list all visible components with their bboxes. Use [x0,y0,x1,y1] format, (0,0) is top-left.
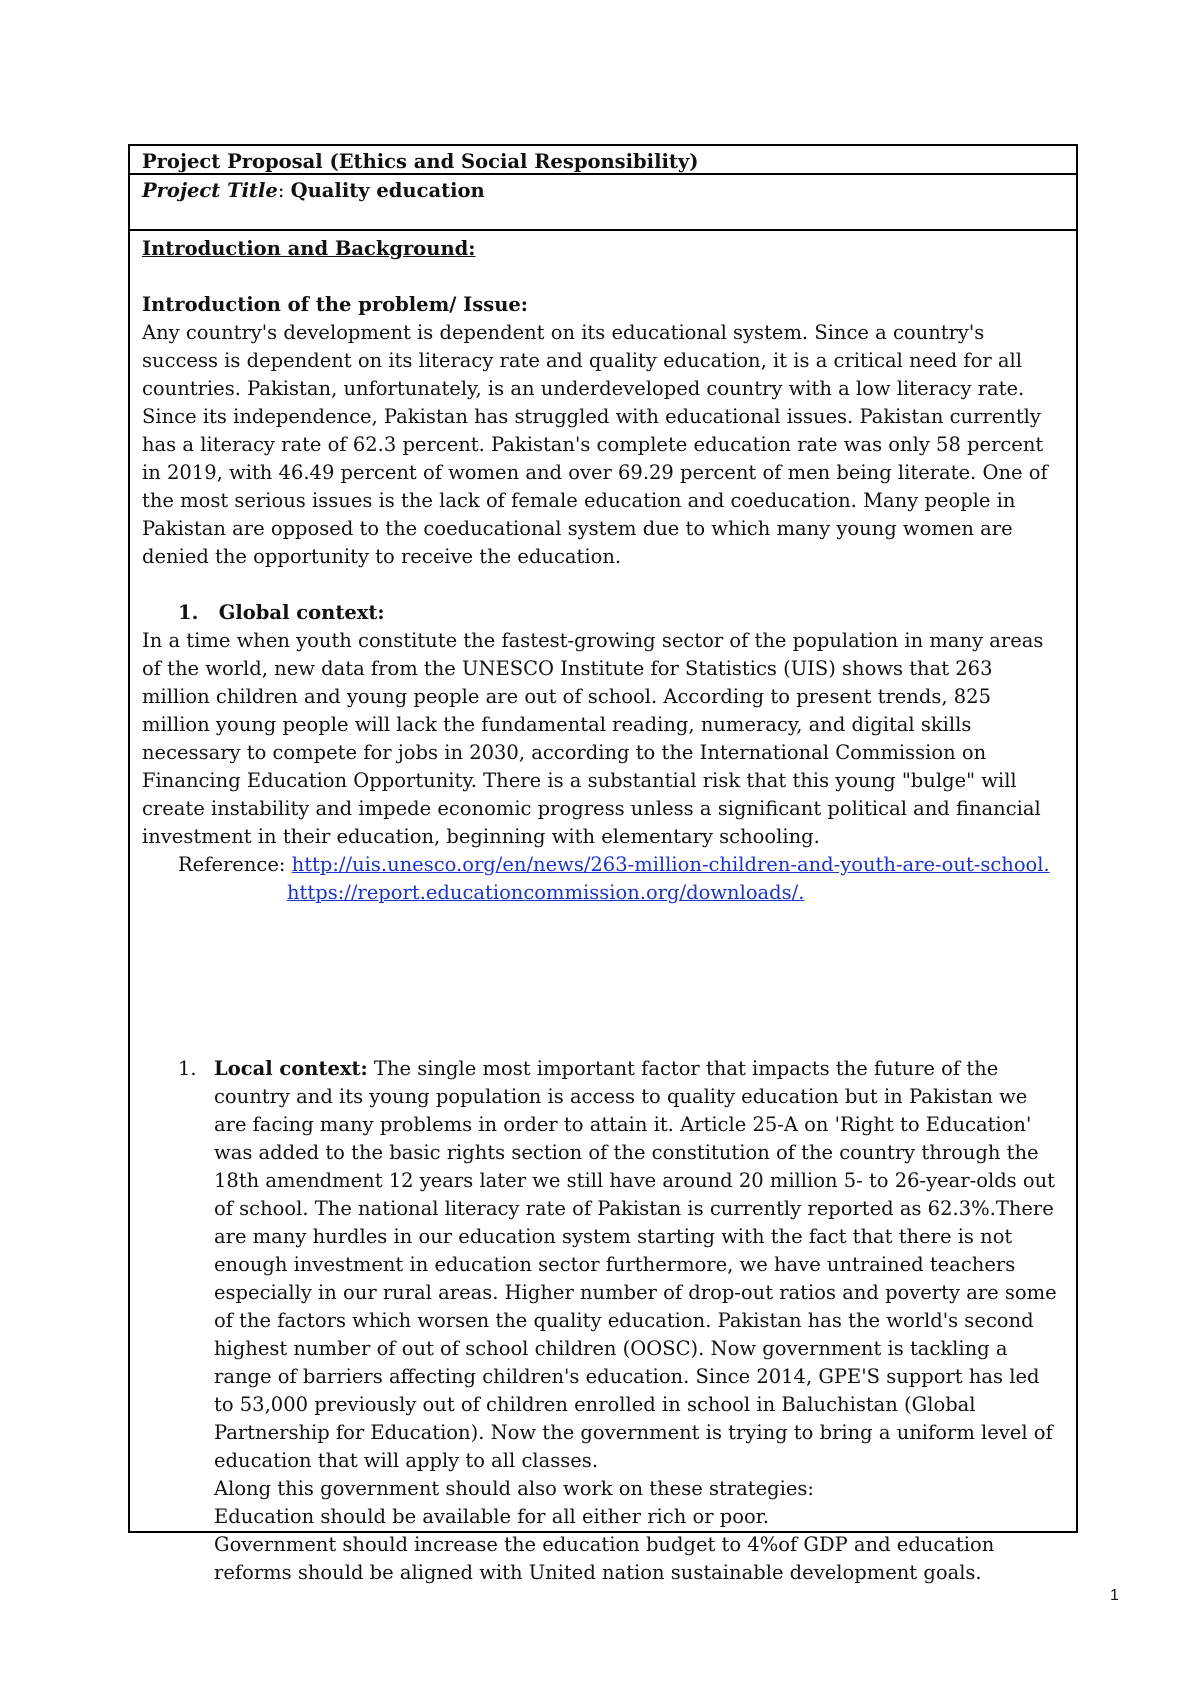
global-context-heading [142,599,1064,627]
reference-line-2 [142,879,1064,907]
global-heading-text: Global context: [218,601,385,624]
global-number: 1. [178,601,199,624]
local-rich-poor-line: Education should be available for all either rich or poor. [214,1505,770,1528]
proposal-table [128,144,1078,1584]
local-budget-line: Government should increase the education budget to 4%of GDP and education reforms should be aligned with United nation sustainable development goals. [214,1533,995,1584]
reference-link-uis[interactable]: http://uis.unesco.org/en/news/263-million-children-and-youth-are-out-school. [291,853,1050,876]
problem-paragraph: Any country's development is dependent on its educational system. Since a country's success is dependent on its literacy rate and quality education, it is a critical need for all countries. Pakistan, unfortunately, is an underdeveloped country with a low literacy rate. Since its independence, Pakistan has struggled with educational issues. Pakistan currently has a literacy rate of 62.3 percent. Pakistan's complete education rate was only 58 percent in 2019, with 46.49 percent of women and over 69.29 percent of men being literate. One of the most serious issues is the lack of female education and coeducation. Many people in Pakistan are opposed to the coeducational system due to which many young women are denied the opportunity to receive the education. [142,321,1048,568]
project-title-label: Project Title [142,179,278,202]
project-title-row [130,175,1076,231]
project-title-colon: : [277,179,285,202]
intro-heading: Introduction and Background: [142,237,476,260]
spacer [142,263,1064,291]
spacer [142,571,1064,599]
reference-link-education-commission[interactable]: https://report.educationcommission.org/downloads/. [287,881,805,904]
project-title-value: Quality education [290,179,485,202]
local-strategies-line: Along this government should also work on these strategies: [214,1477,814,1500]
reference-label: Reference: [178,853,292,876]
local-heading: Local context: [214,1057,368,1080]
local-paragraph [214,1055,1064,1475]
body-row [130,231,1076,1584]
header-row [130,146,1076,175]
local-number: 1. [178,1057,197,1080]
local-context-block [142,1055,1064,1587]
page-number: 1 [1110,1587,1119,1604]
local-text: The single most important factor that impacts the future of the country and its young population is access to quality education but in Pakistan we are facing many problems in order to attain it. Article 25-A on 'Right to Education' was added to the basic rights section of the constitution of the country through the 18th amendment 12 years later we still have around 20 million 5- to 26-year-olds out of school. The national literacy rate of Pakistan is currently reported as 62.3%.There are many hurdles in our education system starting with the fact that there is not enough investment in education sector furthermore, we have untrained teachers especially in our rural areas. Higher number of drop-out ratios and poverty are some of the factors which worsen the quality education. Pakistan has the world's second highest number of out of school children (OOSC). Now government is tackling a range of barriers affecting children's education. Since 2014, GPE'S support has led to 53,000 previously out of children enrolled in school in Baluchistan (Global Partnership for Education). Now the government is trying to bring a uniform level of education that will apply to all classes. [214,1057,1057,1472]
problem-heading: Introduction of the problem/ Issue: [142,293,528,316]
reference-line [142,851,1064,879]
header-title: Project Proposal (Ethics and Social Responsibility) [142,150,699,173]
global-paragraph: In a time when youth constitute the fastest-growing sector of the population in many areas of the world, new data from the UNESCO Institute for Statistics (UIS) shows that 263 million children and young people are out of school. According to present trends, 825 million young people will lack the fundamental reading, numeracy, and digital skills necessary to compete for jobs in 2030, according to the International Commission on Financing Education Opportunity. There is a substantial risk that this young "bulge" will create instability and impede economic progress unless a significant political and financial investment in their education, beginning with elementary schooling. [142,629,1044,848]
